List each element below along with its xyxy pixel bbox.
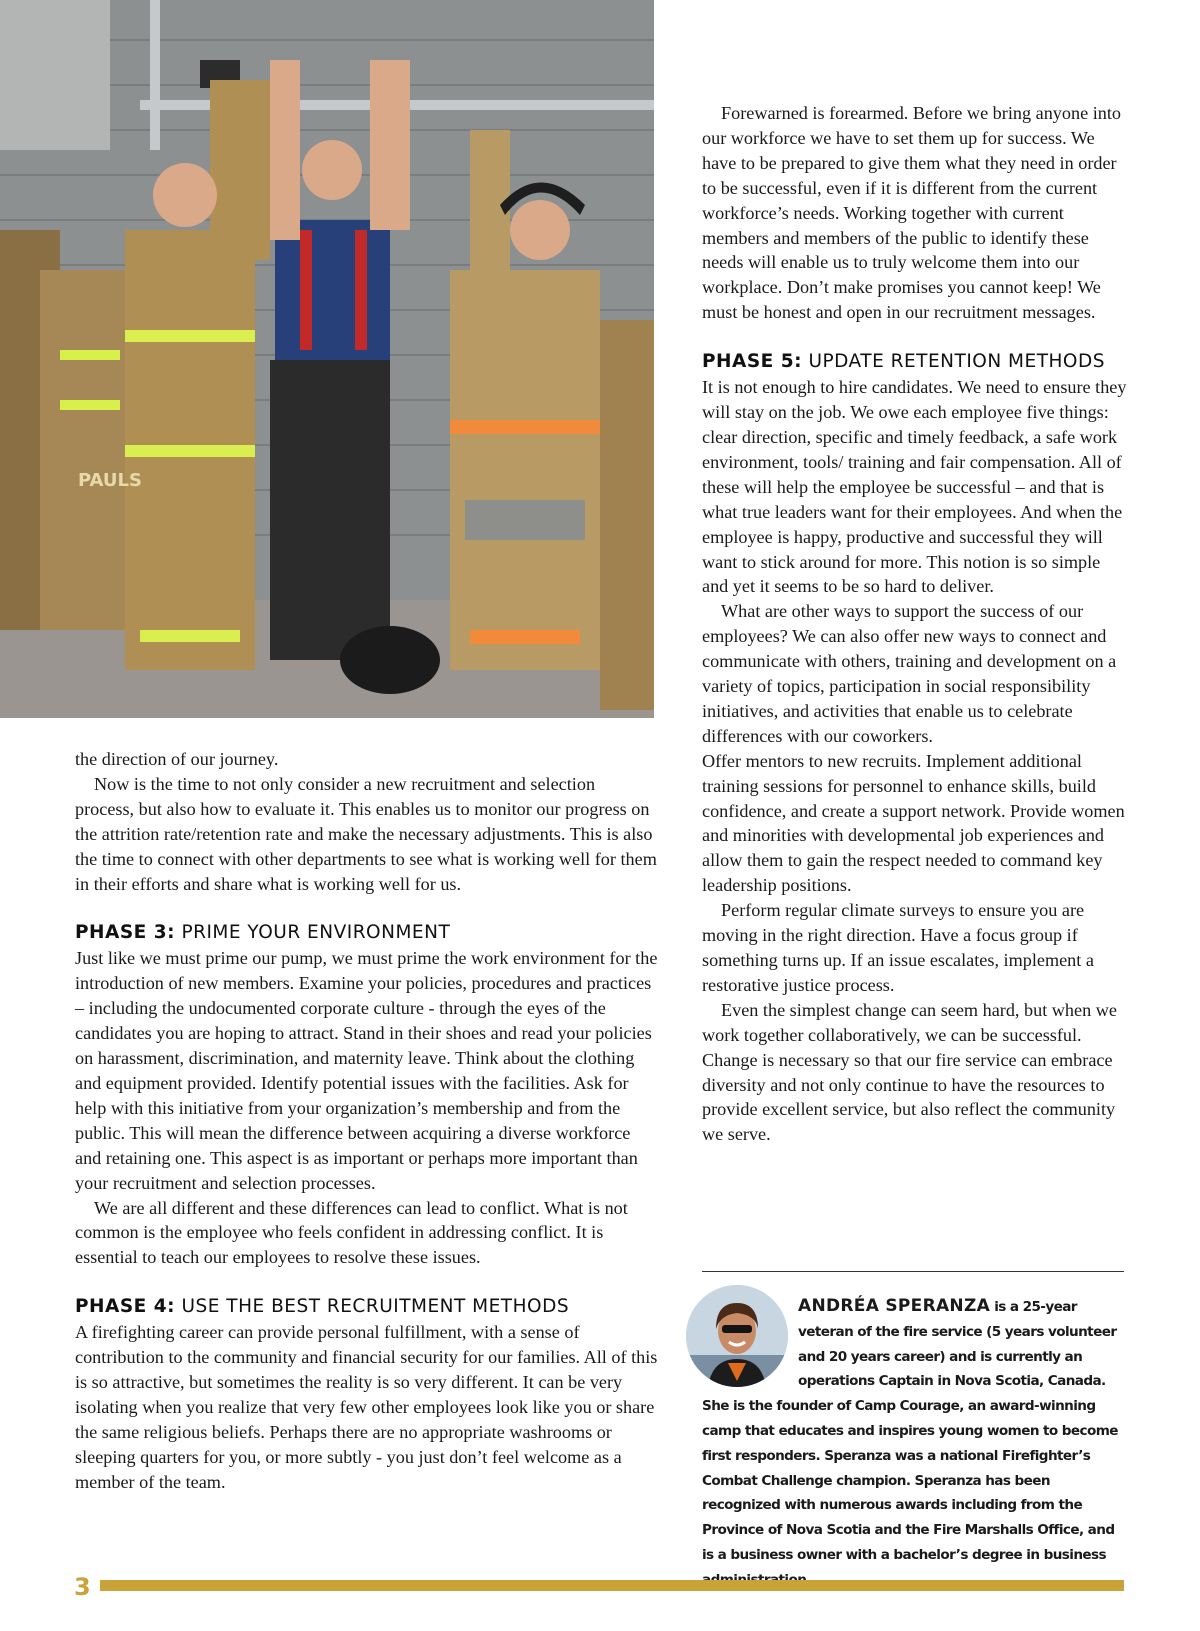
author-name: ANDRÉA SPERANZA (798, 1296, 991, 1316)
phase-title: PRIME YOUR ENVIRONMENT (181, 922, 451, 944)
left-column (75, 747, 658, 1495)
author-bio (702, 1294, 1130, 1593)
phase-label: PHASE 3: (75, 922, 176, 944)
paragraph: Now is the time to not only consider a new recruitment and selection process, but also how to evaluate it. This enables us to monitor our progress on the attrition rate/retention rate and make the necessary adjustments. This is also the time to connect with other departments to see what is working well for them in their efforts and share what is working well for us. (75, 773, 657, 894)
phase-4-heading (75, 1294, 658, 1320)
phase-3-heading (75, 920, 658, 946)
author-bio-text: is a 25-year veteran of the fire service (5 years volunteer and 20 years career) and is currently an operations Captain in Nova Scotia, Canada. She is the founder of Camp Courage, an award-winning camp that educates and inspires young women to become first responders. Speranza was a national Firefighter’s Combat Challenge champion. Speranza has been recognized with numerous awards including from the Province of Nova Scotia and the Fire Marshalls Office, and is a business owner with a bachelor’s degree in business (702, 1299, 1118, 1563)
name-patch-text: PAULS (78, 470, 142, 491)
paragraph: Perform regular climate surveys to ensure you are moving in the right direction. Have a focus group if something turns up. If an issue escalates, implement a restorative justice process. (702, 900, 1094, 995)
paragraph: Just like we must prime our pump, we must prime the work environment for the introduction of new members. Examine your policies, procedures and practices – including the undocumented corporate culture - through the eyes of the candidates you are hoping to attract. Stand in their shoes and read your policies on harassment, discrimination, and maternity leave. Think about the clothing and equipment provided. Identify potential issues with the facilities. Ask for help with this initiative from your organization’s membership and from the public. This will mean the difference between acquiring a diverse workforce and retaining one. This aspect is as important or perhaps more important than your recruitment and selection processes. (75, 948, 658, 1193)
right-column (702, 101, 1127, 1147)
firefighters-photo-illustration (0, 0, 654, 718)
paragraph: A firefighting career can provide personal fulfillment, with a sense of contribution to the community and financial security for our families. All of this is so attractive, but sometimes the reality is so very different. It can be very isolating when you realize that very few other employees look like you or share the same religious beliefs. Perhaps there are no appropriate washrooms or sleeping quarters for you, or more subtly - you just don’t feel welcome as a member of the team. (75, 1322, 658, 1492)
paragraph: Forewarned is forearmed. Before we bring anyone into our workforce we have to set them up for success. We have to be prepared to give them what they need in order to be successful, even if it is different from the current workforce’s needs. Working together with current members and members of the public to identify these needs will enable us to truly welcome them into our workplace. Don’t make promises you cannot keep! We must be honest and open in our recruitment messages. (702, 103, 1121, 323)
paragraph: the direction of our journey. (75, 749, 279, 769)
phase-label: PHASE 5: (702, 351, 803, 373)
page-number: 3 (74, 1573, 91, 1601)
paragraph: What are other ways to support the success of our employees? We can also offer new ways to connect and communicate with others, training and development on a variety of topics, participation in social responsibility initiatives, and activities that enable us to celebrate differences with our coworkers. (702, 601, 1117, 746)
phase-5-heading (702, 349, 1127, 375)
paragraph: We are all different and these differences can lead to conflict. What is not common is the employee who feels confident in addressing conflict. It is essential to teach our employees to resolve these issues. (75, 1197, 628, 1268)
phase-title: USE THE BEST RECRUITMENT METHODS (181, 1296, 570, 1318)
firefighters-photo (0, 0, 654, 718)
phase-title: UPDATE RETENTION METHODS (808, 351, 1105, 373)
paragraph: Even the simplest change can seem hard, but when we work together collaboratively, we can be successful. Change is necessary so that our fire service can embrace diversity and not only continue to have the resources to provide excellent service, but also reflect the community we serve. (702, 999, 1117, 1145)
phase-label: PHASE 4: (75, 1296, 176, 1318)
bio-divider (702, 1271, 1124, 1272)
paragraph: It is not enough to hire candidates. We need to ensure they will stay on the job. We owe each employee five things: clear direction, specific and timely feedback, a safe work environment, tools/ training and fair compensation. All of these will help the employee be successful – and that is what true leaders want for their employees. And when the employee is happy, productive and successful they will want to stick around for more. This notion is so simple and yet it seems to be so hard to deliver. (702, 377, 1127, 597)
paragraph: Offer mentors to new recruits. Implement additional training sessions for personnel to enhance skills, build confidence, and create a support network. Provide women and minorities with developmental job experiences and allow them to gain the respect needed to command key leadership positions. (702, 750, 1125, 896)
footer-bar (100, 1580, 1124, 1591)
